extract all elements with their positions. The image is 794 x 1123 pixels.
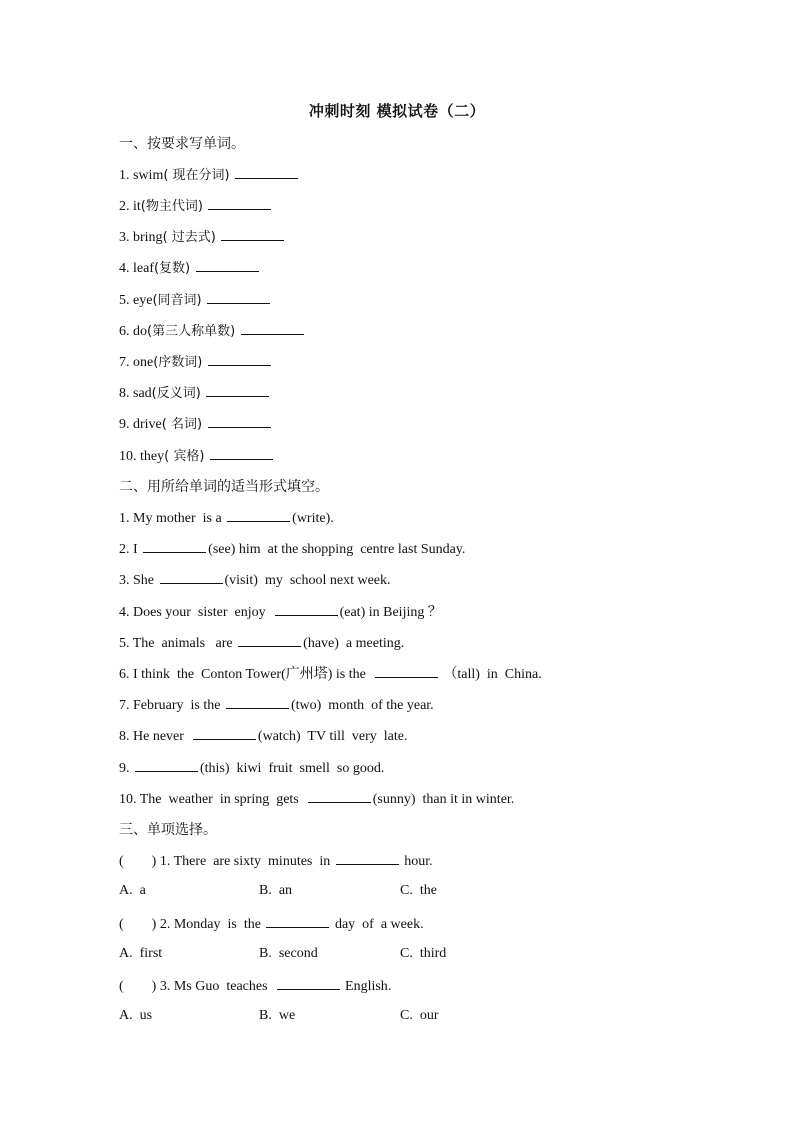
fill-item: 9. (this) kiwi fruit smell so good. bbox=[119, 761, 385, 776]
answer-blank bbox=[336, 852, 399, 865]
choice-question: ( ) 2. Monday is the day of a week. bbox=[119, 917, 424, 932]
fill-item: 1. My mother is a (write). bbox=[119, 511, 334, 526]
word-item: 7. one(序数词) bbox=[119, 353, 273, 372]
answer-paren[interactable]: ( ) bbox=[119, 979, 157, 994]
word-item: 5. eye(同音词) bbox=[119, 291, 272, 310]
answer-blank[interactable] bbox=[208, 197, 271, 210]
word-item: 10. they( 宾格) bbox=[119, 447, 275, 466]
answer-blank bbox=[266, 915, 329, 928]
option-b[interactable]: B. an bbox=[259, 883, 293, 898]
fill-item: 10. The weather in spring gets (sunny) than it in winter. bbox=[119, 792, 515, 807]
answer-blank[interactable] bbox=[275, 603, 338, 616]
option-b[interactable]: B. second bbox=[259, 946, 318, 961]
option-c[interactable]: C. our bbox=[400, 1008, 439, 1023]
word-item: 6. do(第三人称单数) bbox=[119, 322, 306, 341]
answer-paren[interactable]: ( ) bbox=[119, 854, 157, 869]
answer-blank[interactable] bbox=[227, 509, 290, 522]
page-title: 冲刺时刻 模拟试卷（二） bbox=[308, 102, 486, 120]
word-item: 9. drive( 名词) bbox=[119, 415, 273, 434]
fill-item: 2. I (see) him at the shopping centre last Sunday. bbox=[119, 542, 466, 557]
option-a[interactable]: A. first bbox=[119, 946, 163, 961]
section3-heading: 三、单项选择。 bbox=[119, 822, 217, 838]
fill-item: 3. She (visit) my school next week. bbox=[119, 573, 391, 588]
option-b[interactable]: B. we bbox=[259, 1008, 296, 1023]
answer-blank[interactable] bbox=[235, 166, 298, 179]
section1-heading: 一、按要求写单词。 bbox=[119, 136, 245, 152]
option-a[interactable]: A. us bbox=[119, 1008, 153, 1023]
answer-blank[interactable] bbox=[210, 447, 273, 460]
option-a[interactable]: A. a bbox=[119, 883, 146, 898]
answer-blank[interactable] bbox=[143, 540, 206, 553]
word-item: 1. swim( 现在分词) bbox=[119, 166, 300, 185]
answer-blank[interactable] bbox=[221, 228, 284, 241]
answer-blank[interactable] bbox=[160, 571, 223, 584]
fill-item: 5. The animals are (have) a meeting. bbox=[119, 636, 405, 651]
option-c[interactable]: C. the bbox=[400, 883, 437, 898]
word-item: 8. sad(反义词) bbox=[119, 384, 271, 403]
section2-heading: 二、用所给单词的适当形式填空。 bbox=[119, 479, 329, 495]
fill-item: 7. February is the (two) month of the year. bbox=[119, 698, 434, 713]
answer-blank[interactable] bbox=[226, 696, 289, 709]
answer-blank bbox=[277, 977, 340, 990]
choice-question: ( ) 3. Ms Guo teaches English. bbox=[119, 979, 392, 994]
answer-blank[interactable] bbox=[208, 415, 271, 428]
choice-question: ( ) 1. There are sixty minutes in hour. bbox=[119, 854, 433, 869]
option-c[interactable]: C. third bbox=[400, 946, 447, 961]
answer-blank[interactable] bbox=[241, 322, 304, 335]
answer-blank[interactable] bbox=[196, 259, 259, 272]
word-item: 2. it(物主代词) bbox=[119, 197, 273, 216]
answer-paren[interactable]: ( ) bbox=[119, 917, 157, 932]
answer-blank[interactable] bbox=[375, 665, 438, 678]
word-item: 3. bring( 过去式) bbox=[119, 228, 286, 247]
answer-blank[interactable] bbox=[207, 291, 270, 304]
word-item: 4. leaf(复数) bbox=[119, 259, 261, 278]
answer-blank[interactable] bbox=[308, 790, 371, 803]
fill-item: 4. Does your sister enjoy (eat) in Beijing ？ bbox=[119, 605, 442, 620]
fill-item: 6. I think the Conton Tower(广州塔) is the （tall) in China. bbox=[119, 667, 542, 682]
answer-blank[interactable] bbox=[238, 634, 301, 647]
answer-blank[interactable] bbox=[208, 353, 271, 366]
answer-blank[interactable] bbox=[206, 384, 269, 397]
answer-blank[interactable] bbox=[193, 727, 256, 740]
fill-item: 8. He never (watch) TV till very late. bbox=[119, 729, 408, 744]
answer-blank[interactable] bbox=[135, 759, 198, 772]
